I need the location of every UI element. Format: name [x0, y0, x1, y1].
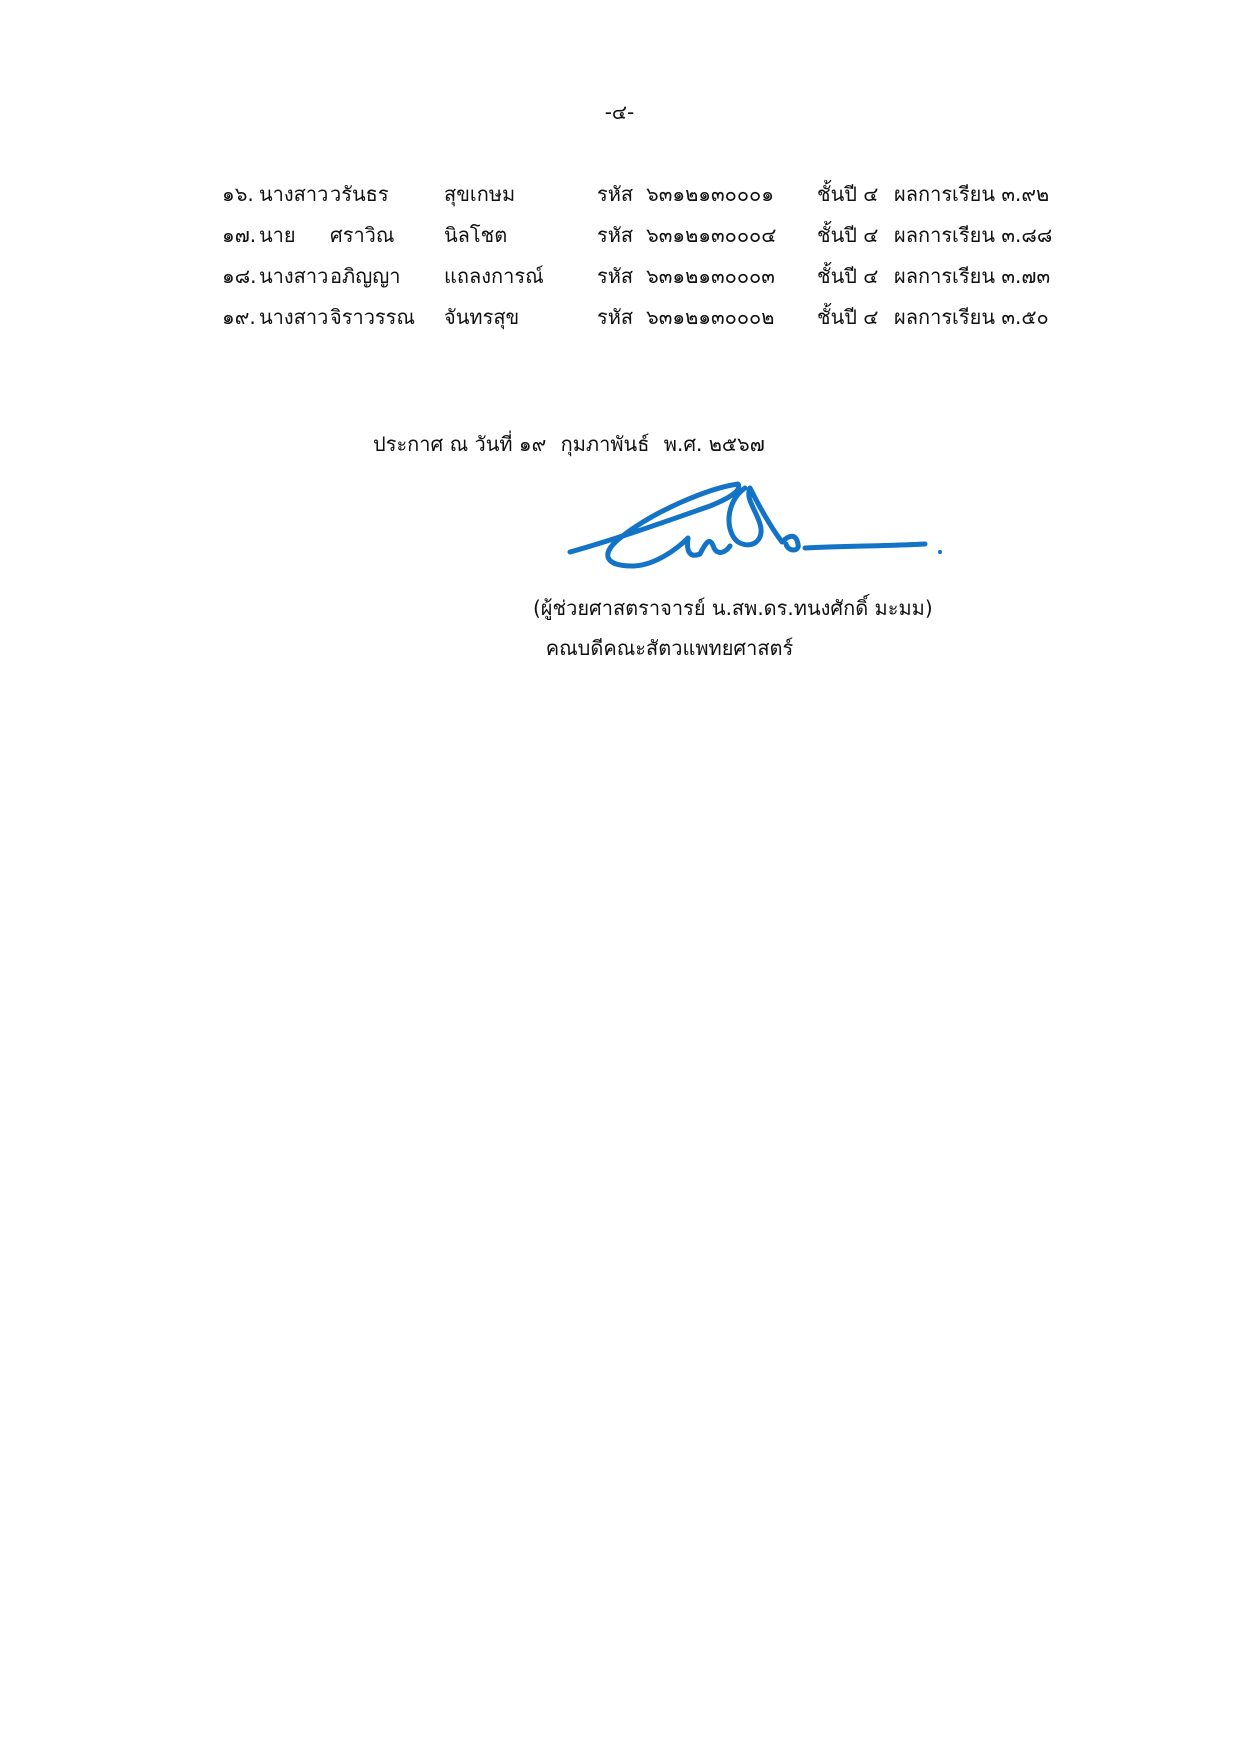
item-index: ๑๘. [222, 264, 257, 288]
announcement-month: กุมภาพันธ์ [560, 432, 650, 456]
item-result: ผลการเรียน ๓.๕๐ [894, 305, 1049, 329]
signer-name: (ผู้ช่วยศาสตราจารย์ น.สพ.ดร.ทนงศักดิ์ มะมม) [533, 596, 933, 620]
item-code-label: รหัส [597, 264, 634, 288]
announcement-year: พ.ศ. ๒๕๖๗ [663, 432, 765, 456]
item-title: นางสาว [259, 264, 329, 288]
item-result: ผลการเรียน ๓.๘๘ [894, 223, 1053, 247]
item-code-label: รหัส [597, 182, 634, 206]
item-code-label: รหัส [597, 223, 634, 247]
item-last-name: สุขเกษม [444, 182, 516, 206]
item-year: ชั้นปี ๔ [817, 182, 879, 206]
signature-image [560, 480, 950, 580]
item-year: ชั้นปี ๔ [817, 223, 879, 247]
item-first-name: อภิญญา [330, 264, 401, 288]
item-title: นางสาว [259, 305, 329, 329]
item-code: ๖๓๑๒๑๓๐๐๐๓ [646, 264, 775, 288]
item-first-name: ศราวิณ [330, 223, 395, 247]
signer-position: คณบดีคณะสัตวแพทยศาสตร์ [545, 636, 794, 660]
item-index: ๑๗. [222, 223, 257, 247]
item-result: ผลการเรียน ๓.๙๒ [894, 182, 1050, 206]
signature-stroke [805, 544, 925, 548]
item-title: นางสาว [259, 182, 329, 206]
page-number: -๔- [604, 100, 635, 124]
item-year: ชั้นปี ๔ [817, 305, 879, 329]
announcement-date [373, 428, 773, 460]
item-last-name: แถลงการณ์ [444, 264, 544, 288]
item-year: ชั้นปี ๔ [817, 264, 879, 288]
student-list [222, 172, 1062, 336]
signature-stroke [729, 488, 798, 550]
announcement-prefix: ประกาศ ณ วันที่ ๑๙ [373, 432, 547, 456]
item-code: ๖๓๑๒๑๓๐๐๐๒ [646, 305, 775, 329]
item-first-name: จิราวรรณ [330, 305, 415, 329]
list-item [222, 213, 1062, 254]
item-index: ๑๖. [222, 182, 254, 206]
item-code: ๖๓๑๒๑๓๐๐๐๔ [646, 223, 777, 247]
item-code: ๖๓๑๒๑๓๐๐๐๑ [646, 182, 774, 206]
item-first-name: วรันธร [330, 182, 389, 206]
item-index: ๑๙. [222, 305, 256, 329]
list-item [222, 295, 1062, 336]
signature-dot [938, 550, 942, 554]
signature-strokes [570, 484, 925, 566]
list-item [222, 172, 1062, 213]
item-last-name: นิลโชต [444, 223, 508, 247]
item-last-name: จันทรสุข [444, 305, 520, 329]
signature-stroke [570, 484, 739, 566]
item-title: นาย [259, 223, 296, 247]
item-code-label: รหัส [597, 305, 634, 329]
list-item [222, 254, 1062, 295]
item-result: ผลการเรียน ๓.๗๓ [894, 264, 1051, 288]
